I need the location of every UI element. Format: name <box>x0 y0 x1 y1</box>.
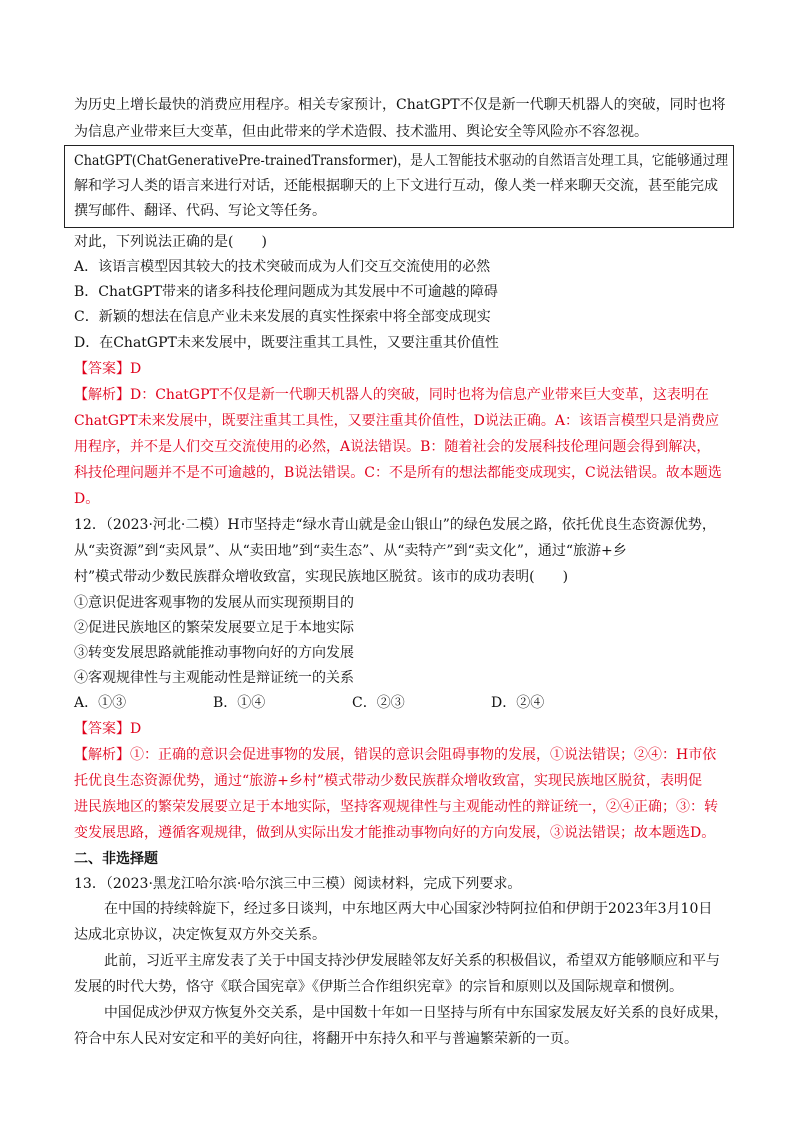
material-line-4: 发展的时代大势，恪守《联合国宪章》《伊斯兰合作组织宪章》的宗旨和原则以及国际规章和惯例。 <box>74 979 683 995</box>
q11-option-a: A．该语言模型因其较大的技术突破而成为人们交互交流使用的必然 <box>74 259 491 275</box>
q12-statement-4: ④客观规律性与主观能动性是辩证统一的关系 <box>74 670 354 686</box>
material-line-2: 达成北京协议，决定恢复双方外交关系。 <box>74 927 326 943</box>
q11-analysis-line-1: 【解析】D：ChatGPT不仅是新一代聊天机器人的突破，同时也将为信息产业带来巨大变革，这表明在 <box>74 387 709 403</box>
q12-stem-line-3: 村”模式带动少数民族群众增收致富，实现民族地区脱贫。该市的成功表明( ) <box>74 569 569 585</box>
q12-answer: 【答案】D <box>74 721 142 737</box>
box-line-2: 解和学习人类的语言来进行对话，还能根据聊天的上下文进行互动，像人类一样来聊天交流，甚至能完成 <box>74 178 718 194</box>
q11-analysis-line-5: D。 <box>74 491 100 507</box>
material-line-6: 符合中东人民对安定和平的美好向往，将翻开中东持久和平与普遍繁荣新的一页。 <box>74 1031 578 1047</box>
q11-analysis-line-2: ChatGPT未来发展中，既要注重其工具性，又要注重其价值性，D说法正确。A：该语言模型只是消费应 <box>74 413 719 429</box>
q12-analysis-line-4: 变发展思路，遵循客观规律，做到从实际出发才能推动事物向好的方向发展，③说法错误；故本题选D。 <box>74 825 716 841</box>
q12-stem-line-2: 从“卖资源”到“卖风景”、从“卖田地”到“卖生态”、从“卖特产”到“卖文化”，通过“旅游+乡 <box>74 543 627 559</box>
q12-analysis-line-3: 进民族地区的繁荣发展要立足于本地实际，坚持客观规律性与主观能动性的辩证统一，②④正确；③：转 <box>74 799 718 815</box>
q12-stem-line-1: 12．（2023·河北·二模）H市坚持走“绿水青山就是金山银山”的绿色发展之路，依托优良生态资源优势， <box>74 517 716 533</box>
q11-intro-line-1: 为历史上增长最快的消费应用程序。相关专家预计，ChatGPT不仅是新一代聊天机器人的突破，同时也将 <box>74 97 726 113</box>
box-line-1: ChatGPT(ChatGenerativePre-trainedTransformer)，是人工智能技术驱动的自然语言处理工具，它能够通过理 <box>74 153 729 169</box>
q11-intro-line-2: 为信息产业带来巨大变革，但由此带来的学术造假、技术滥用、舆论安全等风险亦不容忽视。 <box>74 124 648 140</box>
q12-analysis-line-1: 【解析】①：正确的意识会促进事物的发展，错误的意识会阻碍事物的发展，①说法错误；②④：H市依 <box>74 747 717 763</box>
box-line-3: 撰写邮件、翻译、代码、写论文等任务。 <box>74 203 326 219</box>
material-line-3: 此前，习近平主席发表了关于中国支持沙伊发展睦邻友好关系的积极倡议，希望双方能够顺应和平与 <box>104 953 720 969</box>
q12-statement-3: ③转变发展思路就能推动事物向好的方向发展 <box>74 645 354 661</box>
q11-analysis-line-4: 科技伦理问题并不是不可逾越的，B说法错误。C：不是所有的想法都能变成现实，C说法错误。故本题选 <box>74 465 722 481</box>
q11-analysis-line-3: 用程序，并不是人们交互交流使用的必然，A说法错误。B：随着社会的发展科技伦理问题会得到解决， <box>74 439 711 455</box>
q11-answer: 【答案】D <box>74 361 142 377</box>
material-line-1: 在中国的持续斡旋下，经过多日谈判，中东地区两大中心国家沙特阿拉伯和伊朗于2023年3月10日 <box>104 901 713 917</box>
q12-choice-c: C．②③ <box>352 695 405 711</box>
q11-option-b: B．ChatGPT带来的诸多科技伦理问题成为其发展中不可逾越的障碍 <box>74 284 498 300</box>
material-line-5: 中国促成沙伊双方恢复外交关系，是中国数十年如一日坚持与所有中东国家发展友好关系的良好成果， <box>104 1005 729 1021</box>
q11-option-d: D．在ChatGPT未来发展中，既要注重其工具性，又要注重其价值性 <box>74 335 499 351</box>
section-heading: 二、非选择题 <box>74 851 158 867</box>
q12-choice-a: A．①③ <box>74 695 127 711</box>
q13-stem: 13．（2023·黑龙江哈尔滨·哈尔滨三中三模）阅读材料，完成下列要求。 <box>74 876 522 892</box>
q11-option-c: C．新颖的想法在信息产业未来发展的真实性探索中将全部变成现实 <box>74 309 491 325</box>
q12-statement-1: ①意识促进客观事物的发展从而实现预期目的 <box>74 595 354 611</box>
q12-choice-d: D．②④ <box>491 695 545 711</box>
q11-stem: 对此，下列说法正确的是( ) <box>74 234 267 250</box>
q12-statement-2: ②促进民族地区的繁荣发展要立足于本地实际 <box>74 620 354 636</box>
q12-choice-b: B．①④ <box>213 695 266 711</box>
q12-analysis-line-2: 托优良生态资源优势，通过“旅游+乡村”模式带动少数民族群众增收致富，实现民族地区脱贫，表明促 <box>74 773 703 789</box>
